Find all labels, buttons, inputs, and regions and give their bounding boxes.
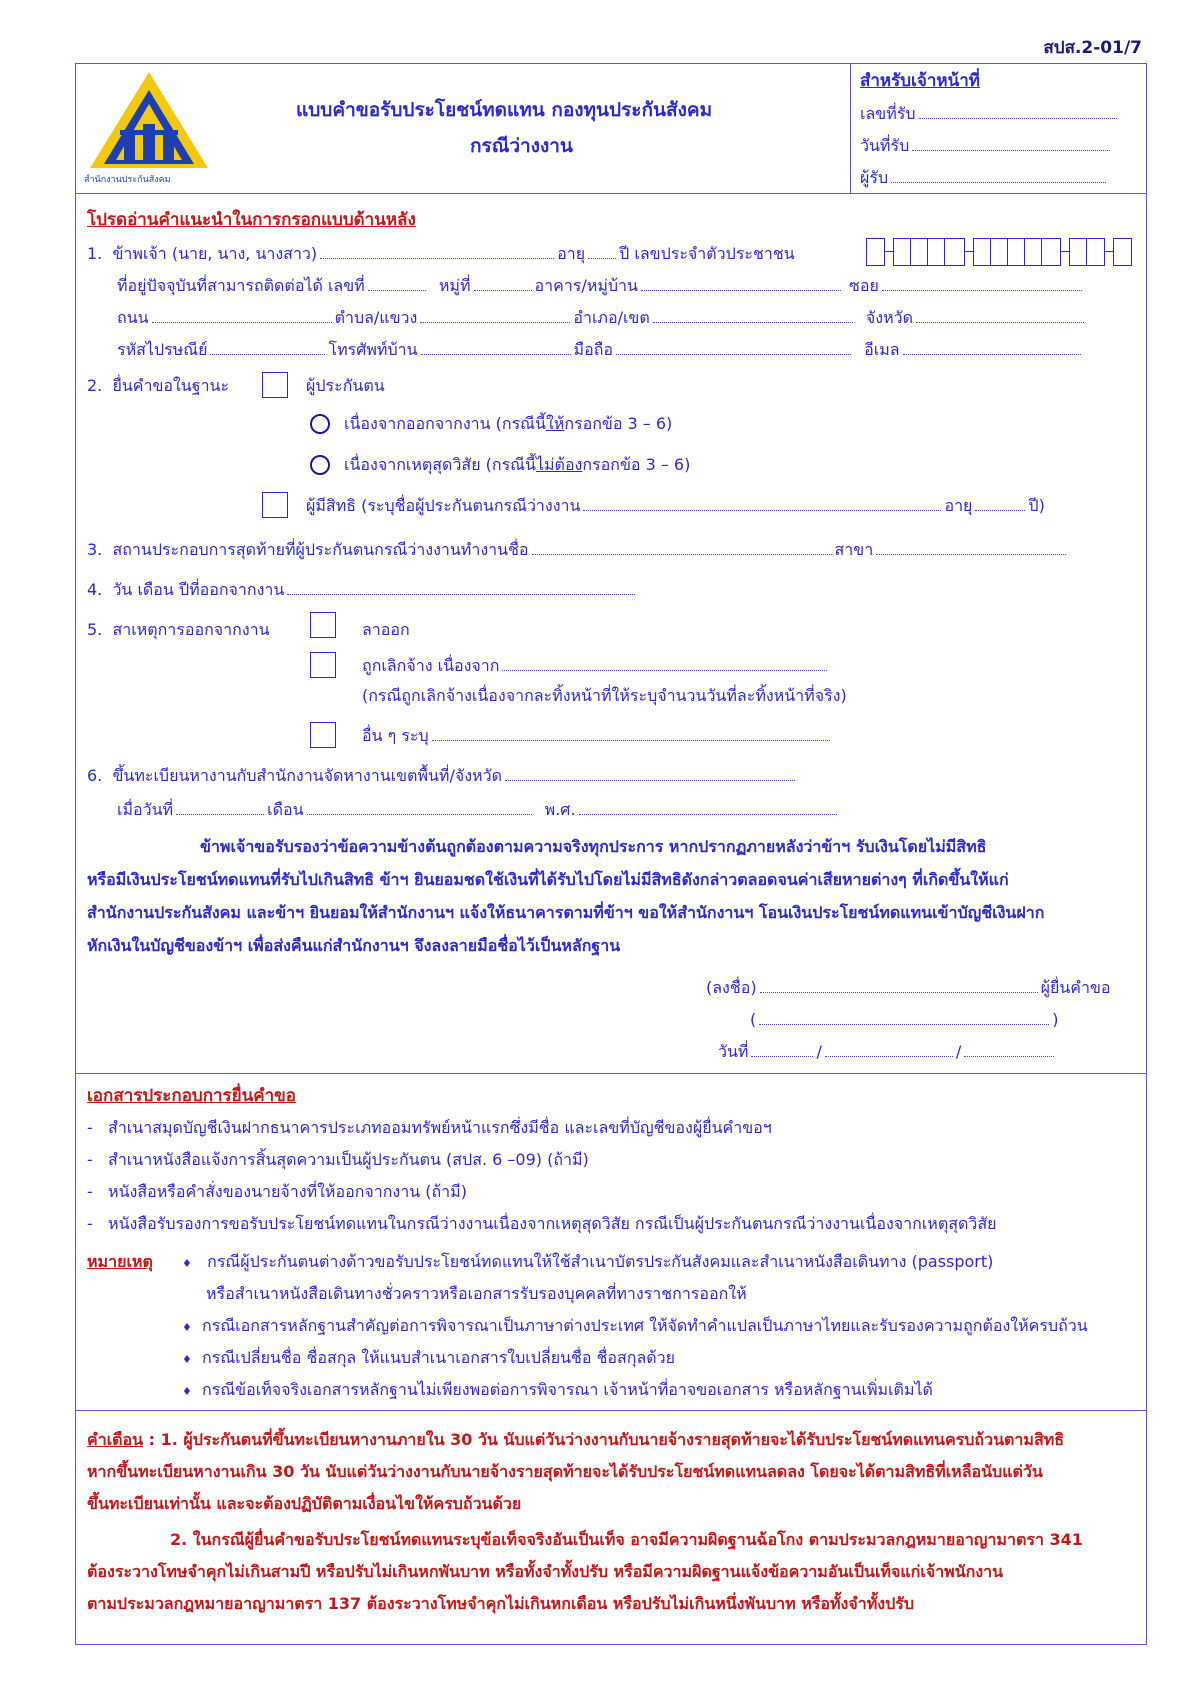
document-item: - หนังสือหรือคำสั่งของนายจ้างที่ให้ออกจากงาน (ถ้ามี) (87, 1182, 467, 1201)
printed-name-field[interactable] (759, 1010, 1049, 1025)
other-reason-label: อื่น ๆ ระบุ (362, 726, 833, 746)
warning-line3: ขึ้นทะเบียนเท่านั้น และจะต้องปฏิบัติตามเงื่อนไขให้ครบถ้วนด้วย (87, 1494, 522, 1513)
form-code: สปส.2-01/7 (1043, 38, 1142, 58)
signature-name-line: ( ) (750, 1010, 1059, 1029)
item2-label: 2. ยื่นคำขอในฐานะ (87, 376, 230, 395)
age-field[interactable] (588, 244, 616, 259)
form-subtitle: กรณีว่างงาน (470, 135, 573, 157)
left-job-label: เนื่องจากออกจากงาน (กรณีนี้ให้กรอกข้อ 3 – 6) (344, 414, 673, 433)
remark-item: ♦ กรณีเอกสารหลักฐานสำคัญต่อการพิจารณาเป็นภาษาต่างประเทศ ให้จัดทำคำแปลเป็นภาษาไทยและรับรองความถูกต้องให้ครบถ้วน (182, 1316, 1088, 1335)
resign-label: ลาออก (362, 620, 410, 639)
diamond-bullet-icon: ♦ (182, 1257, 192, 1270)
item1-row2: ที่อยู่ปัจจุบันที่สามารถติดต่อได้ เลขที่ หมู่ที่ อาคาร/หมู่บ้าน ซอย (117, 276, 1085, 296)
document-item: - หนังสือรับรองการขอรับประโยชน์ทดแทนในกรณีว่างงานเนื่องจากเหตุสุดวิสัย กรณีเป็นผู้ประกันตนกรณีว่างงานเนื่องจากเหตุสุดวิสัย (87, 1214, 997, 1233)
signature-line: (ลงชื่อ) ผู้ยื่นคำขอ (706, 978, 1111, 997)
leave-date-field[interactable] (287, 580, 635, 595)
dismissed-note: (กรณีถูกเลิกจ้างเนื่องจากละทิ้งหน้าที่ให้ระบุจำนวนวันที่ละทิ้งหน้าที่จริง) (362, 686, 847, 705)
item1-row3: ถนน ตำบล/แขวง อำเภอ/เขต จังหวัด (117, 308, 1087, 328)
item4-row: 4. วัน เดือน ปีที่ออกจากงาน (87, 580, 638, 600)
warning-line5: ต้องระวางโทษจำคุกไม่เกินสามปี หรือปรับไม่เกินหกพันบาท หรือทั้งจำทั้งปรับ หรือมีความผิดฐานแจ้งข้อความอันเป็นเท็จแก่เจ้าพนักงาน (87, 1562, 1004, 1581)
officer-heading: สำหรับเจ้าหน้าที่ (860, 71, 980, 91)
diamond-bullet-icon: ♦ (182, 1321, 192, 1334)
certification-line1: ข้าพเจ้าขอรับรองว่าข้อความข้างต้นถูกต้องตามความจริงทุกประการ หากปรากฏภายหลังว่าข้าฯ รับเงินโดยไม่มีสิทธิ (200, 837, 987, 856)
certification-line2: หรือมีเงินประโยชน์ทดแทนที่รับไปเกินสิทธิ ข้าฯ ยินยอมชดใช้เงินที่ได้รับไปโดยไม่มีสิทธิดังกล่าวตลอดจนค่าเสียหายต่างๆ ที่เกิดขึ้นให้แก่ (87, 870, 1009, 889)
officer-receipt-no: เลขที่รับ (860, 104, 1120, 124)
document-item: - สำเนาหนังสือแจ้งการสิ้นสุดความเป็นผู้ประกันตน (สปส. 6 –09) (ถ้ามี) (87, 1150, 589, 1169)
sso-logo (84, 68, 214, 186)
divider-officer (850, 63, 851, 193)
certification-line4: หักเงินในบัญชีของข้าฯ เพื่อส่งคืนแก่สำนักงานฯ จึงลงลายมือชื่อไว้เป็นหลักฐาน (87, 936, 621, 955)
document-item: - สำเนาสมุดบัญชีเงินฝากธนาคารประเภทออมทรัพย์หน้าแรกซึ่งมีชื่อ และเลขที่บัญชีของผู้ยื่นคำขอฯ (87, 1118, 772, 1137)
instruction-note: โปรดอ่านคำแนะนำในการกรอกแบบด้านหลัง (87, 210, 416, 230)
force-majeure-radio[interactable] (310, 455, 330, 475)
divider-header (75, 193, 1147, 194)
item6-row1: 6. ขึ้นทะเบียนหางานกับสำนักงานจัดหางานเขตพื้นที่/จังหวัด (87, 766, 798, 786)
resign-checkbox[interactable] (310, 612, 336, 638)
beneficiary-label: ผู้มีสิทธิ (ระบุชื่อผู้ประกันตนกรณีว่างงาน อายุ ปี) (306, 496, 1045, 515)
warning-line4: 2. ในกรณีผู้ยื่นคำขอรับประโยชน์ทดแทนระบุข้อเท็จจริงอันเป็นเท็จ อาจมีความผิดฐานฉ้อโกง ตามประมวลกฎหมายอาญามาตรา 341 (170, 1530, 1083, 1549)
certification-line3: สำนักงานประกันสังคม และข้าฯ ยินยอมให้สำนักงานฯ แจ้งให้ธนาคารตามที่ข้าฯ ขอให้สำนักงานฯ โอนเงินประโยชน์ทดแทนเข้าบัญชีเงินฝาก (87, 903, 1045, 922)
employment-office-field[interactable] (505, 766, 795, 781)
signature-field[interactable] (760, 978, 1038, 993)
item1-row1: 1. ข้าพเจ้า (นาย, นาง, นางสาว) อายุ ปี เลขประจำตัวประชาชน (87, 244, 795, 263)
branch-field[interactable] (876, 540, 1066, 555)
beneficiary-checkbox[interactable] (262, 492, 288, 518)
signature-date-line: วันที่ / / (718, 1042, 1057, 1062)
warning-line6: ตามประมวลกฎหมายอาญามาตรา 137 ต้องระวางโทษจำคุกไม่เกินหกเดือน หรือปรับไม่เกินหนึ่งพันบาท หรือทั้งจำทั้งปรับ (87, 1594, 914, 1613)
last-employer-field[interactable] (532, 540, 832, 555)
divider-warning (75, 1410, 1147, 1411)
officer-receiver: ผู้รับ (860, 168, 1109, 188)
item3-row: 3. สถานประกอบการสุดท้ายที่ผู้ประกันตนกรณีว่างงานทำงานชื่อ สาขา (87, 540, 1069, 560)
warning-line1: คำเตือน : 1. ผู้ประกันตนที่ขึ้นทะเบียนหางานภายใน 30 วัน นับแต่วันว่างงานกับนายจ้างรายสุดท้ายจะได้รับประโยชน์ทดแทนครบถ้วนตามสิทธิ (87, 1430, 1065, 1449)
form-title: แบบคำขอรับประโยชน์ทดแทน กองทุนประกันสังคม (296, 99, 713, 121)
insured-checkbox[interactable] (262, 372, 288, 398)
item6-row2: เมื่อวันที่ เดือน พ.ศ. (117, 800, 840, 820)
officer-receipt-date: วันที่รับ (860, 136, 1113, 156)
dismissed-label: ถูกเลิกจ้าง เนื่องจาก (362, 656, 830, 676)
remark-item: ♦ กรณีผู้ประกันตนต่างด้าวขอรับประโยชน์ทดแทนให้ใช้สำเนาบัตรประกันสังคมและสำเนาหนังสือเดินทาง (passport) (182, 1252, 994, 1271)
dismissed-checkbox[interactable] (310, 652, 336, 678)
force-majeure-label: เนื่องจากเหตุสุดวิสัย (กรณีนี้ไม่ต้องกรอกข้อ 3 – 6) (344, 455, 691, 474)
item1-row4: รหัสไปรษณีย์ โทรศัพท์บ้าน มือถือ อีเมล (117, 340, 1084, 360)
remarks-heading: หมายเหตุ (87, 1252, 153, 1271)
diamond-bullet-icon: ♦ (182, 1385, 192, 1398)
item5-label: 5. สาเหตุการออกจากงาน (87, 620, 270, 639)
sso-logo-emblem (84, 68, 214, 172)
remark-item: ♦ กรณีเปลี่ยนชื่อ ชื่อสกุล ให้แนบสำเนาเอกสารใบเปลี่ยนชื่อ ชื่อสกุลด้วย (182, 1348, 676, 1367)
remark-item-cont: หรือสำเนาหนังสือเดินทางชั่วคราวหรือเอกสารรับรองบุคคลที่ทางราชการออกให้ (206, 1284, 747, 1303)
left-job-radio[interactable] (310, 414, 330, 434)
documents-heading: เอกสารประกอบการยื่นคำขอ (87, 1086, 297, 1106)
remark-item: ♦ กรณีข้อเท็จจริงเอกสารหลักฐานไม่เพียงพอต่อการพิจารณา เจ้าหน้าที่อาจขอเอกสาร หรือหลักฐานเพิ่มเติมได้ (182, 1380, 933, 1399)
other-reason-checkbox[interactable] (310, 722, 336, 748)
logo-caption: สำนักงานประกันสังคม (84, 175, 171, 185)
warning-line2: หากขึ้นทะเบียนหางานเกิน 30 วัน นับแต่วันว่างงานกับนายจ้างรายสุดท้ายจะได้รับประโยชน์ทดแทนลดลง โดยจะได้ตามสิทธิที่เหลือนับแต่วัน (87, 1462, 1043, 1481)
divider-documents (75, 1073, 1147, 1074)
diamond-bullet-icon: ♦ (182, 1353, 192, 1366)
insured-label: ผู้ประกันตน (306, 376, 385, 395)
name-field[interactable] (320, 244, 554, 259)
